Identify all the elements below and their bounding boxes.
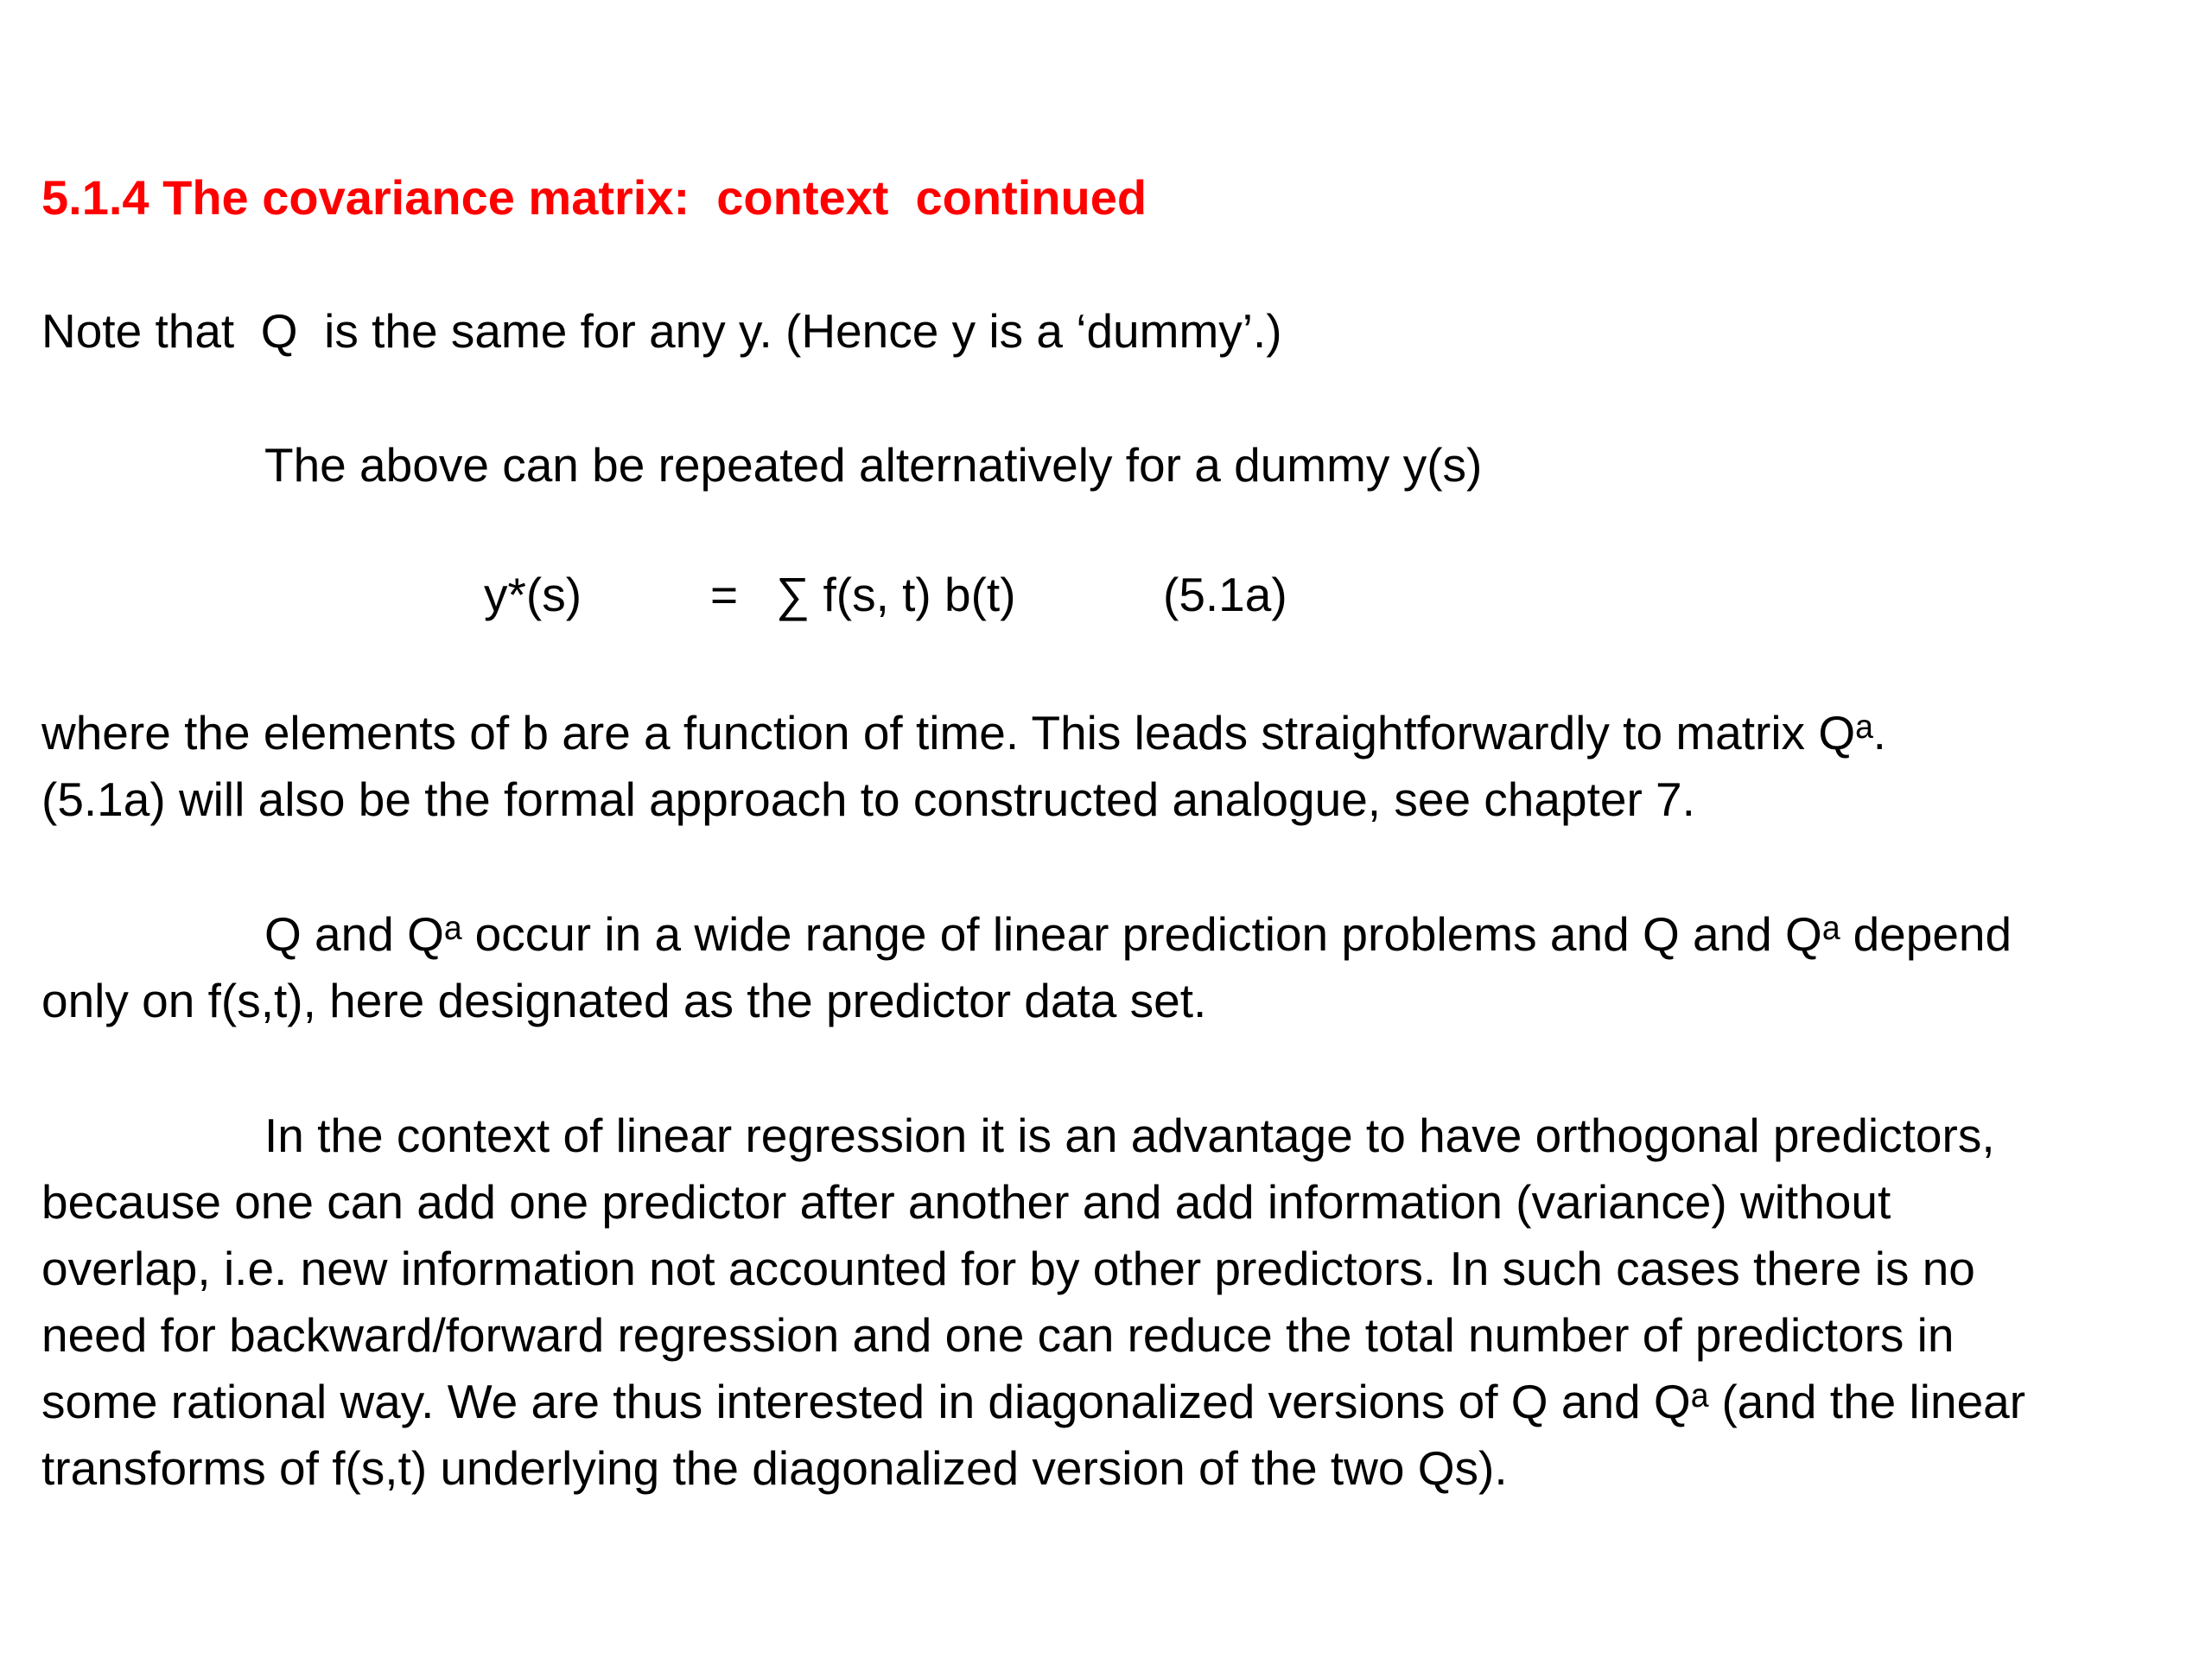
- paragraph-2-line: Q and Qᵃ occur in a wide range of linear prediction problems and Q and Qᵃ depend: [264, 907, 2012, 961]
- paragraph-3-line: transforms of f(s,t) underlying the diagonalized version of the two Qs).: [41, 1441, 1508, 1495]
- paragraph-1-line: (5.1a) will also be the formal approach to constructed analogue, see chapter 7.: [41, 772, 1695, 826]
- paragraph-3-line: overlap, i.e. new information not accounted for by other predictors. In such cases there is no: [41, 1242, 1975, 1295]
- note-line: Note that Q is the same for any y. (Hence y is a ‘dummy’.): [41, 304, 1282, 358]
- equation-equals: =: [710, 568, 739, 621]
- paragraph-2-line: only on f(s,t), here designated as the predictor data set.: [41, 974, 1207, 1027]
- paragraph-3-line: some rational way. We are thus interested in diagonalized versions of Q and Qᵃ (and the linear: [41, 1375, 2026, 1428]
- paragraph-2: [41, 901, 2184, 1034]
- paragraph-3-line: because one can add one predictor after another and add information (variance) without: [41, 1175, 1891, 1229]
- equation-number: (5.1a): [1163, 568, 1287, 621]
- repeat-line: The above can be repeated alternatively for a dummy y(s): [264, 438, 1483, 492]
- equation-lhs: y*(s): [484, 568, 582, 621]
- paragraph-1: [41, 700, 2184, 833]
- paragraph-3-line: need for backward/forward regression and one can reduce the total number of predictors in: [41, 1308, 1955, 1362]
- paragraph-3-line: In the context of linear regression it is an advantage to have orthogonal predictors,: [264, 1109, 1995, 1162]
- equation-rhs: ∑ f(s, t) b(t): [776, 568, 1016, 621]
- paragraph-1-line: where the elements of b are a function of time. This leads straightforwardly to matrix Qᵃ.: [41, 706, 1886, 760]
- slide-title: 5.1.4 The covariance matrix: context continued: [41, 170, 1147, 225]
- paragraph-3: [41, 1103, 2184, 1502]
